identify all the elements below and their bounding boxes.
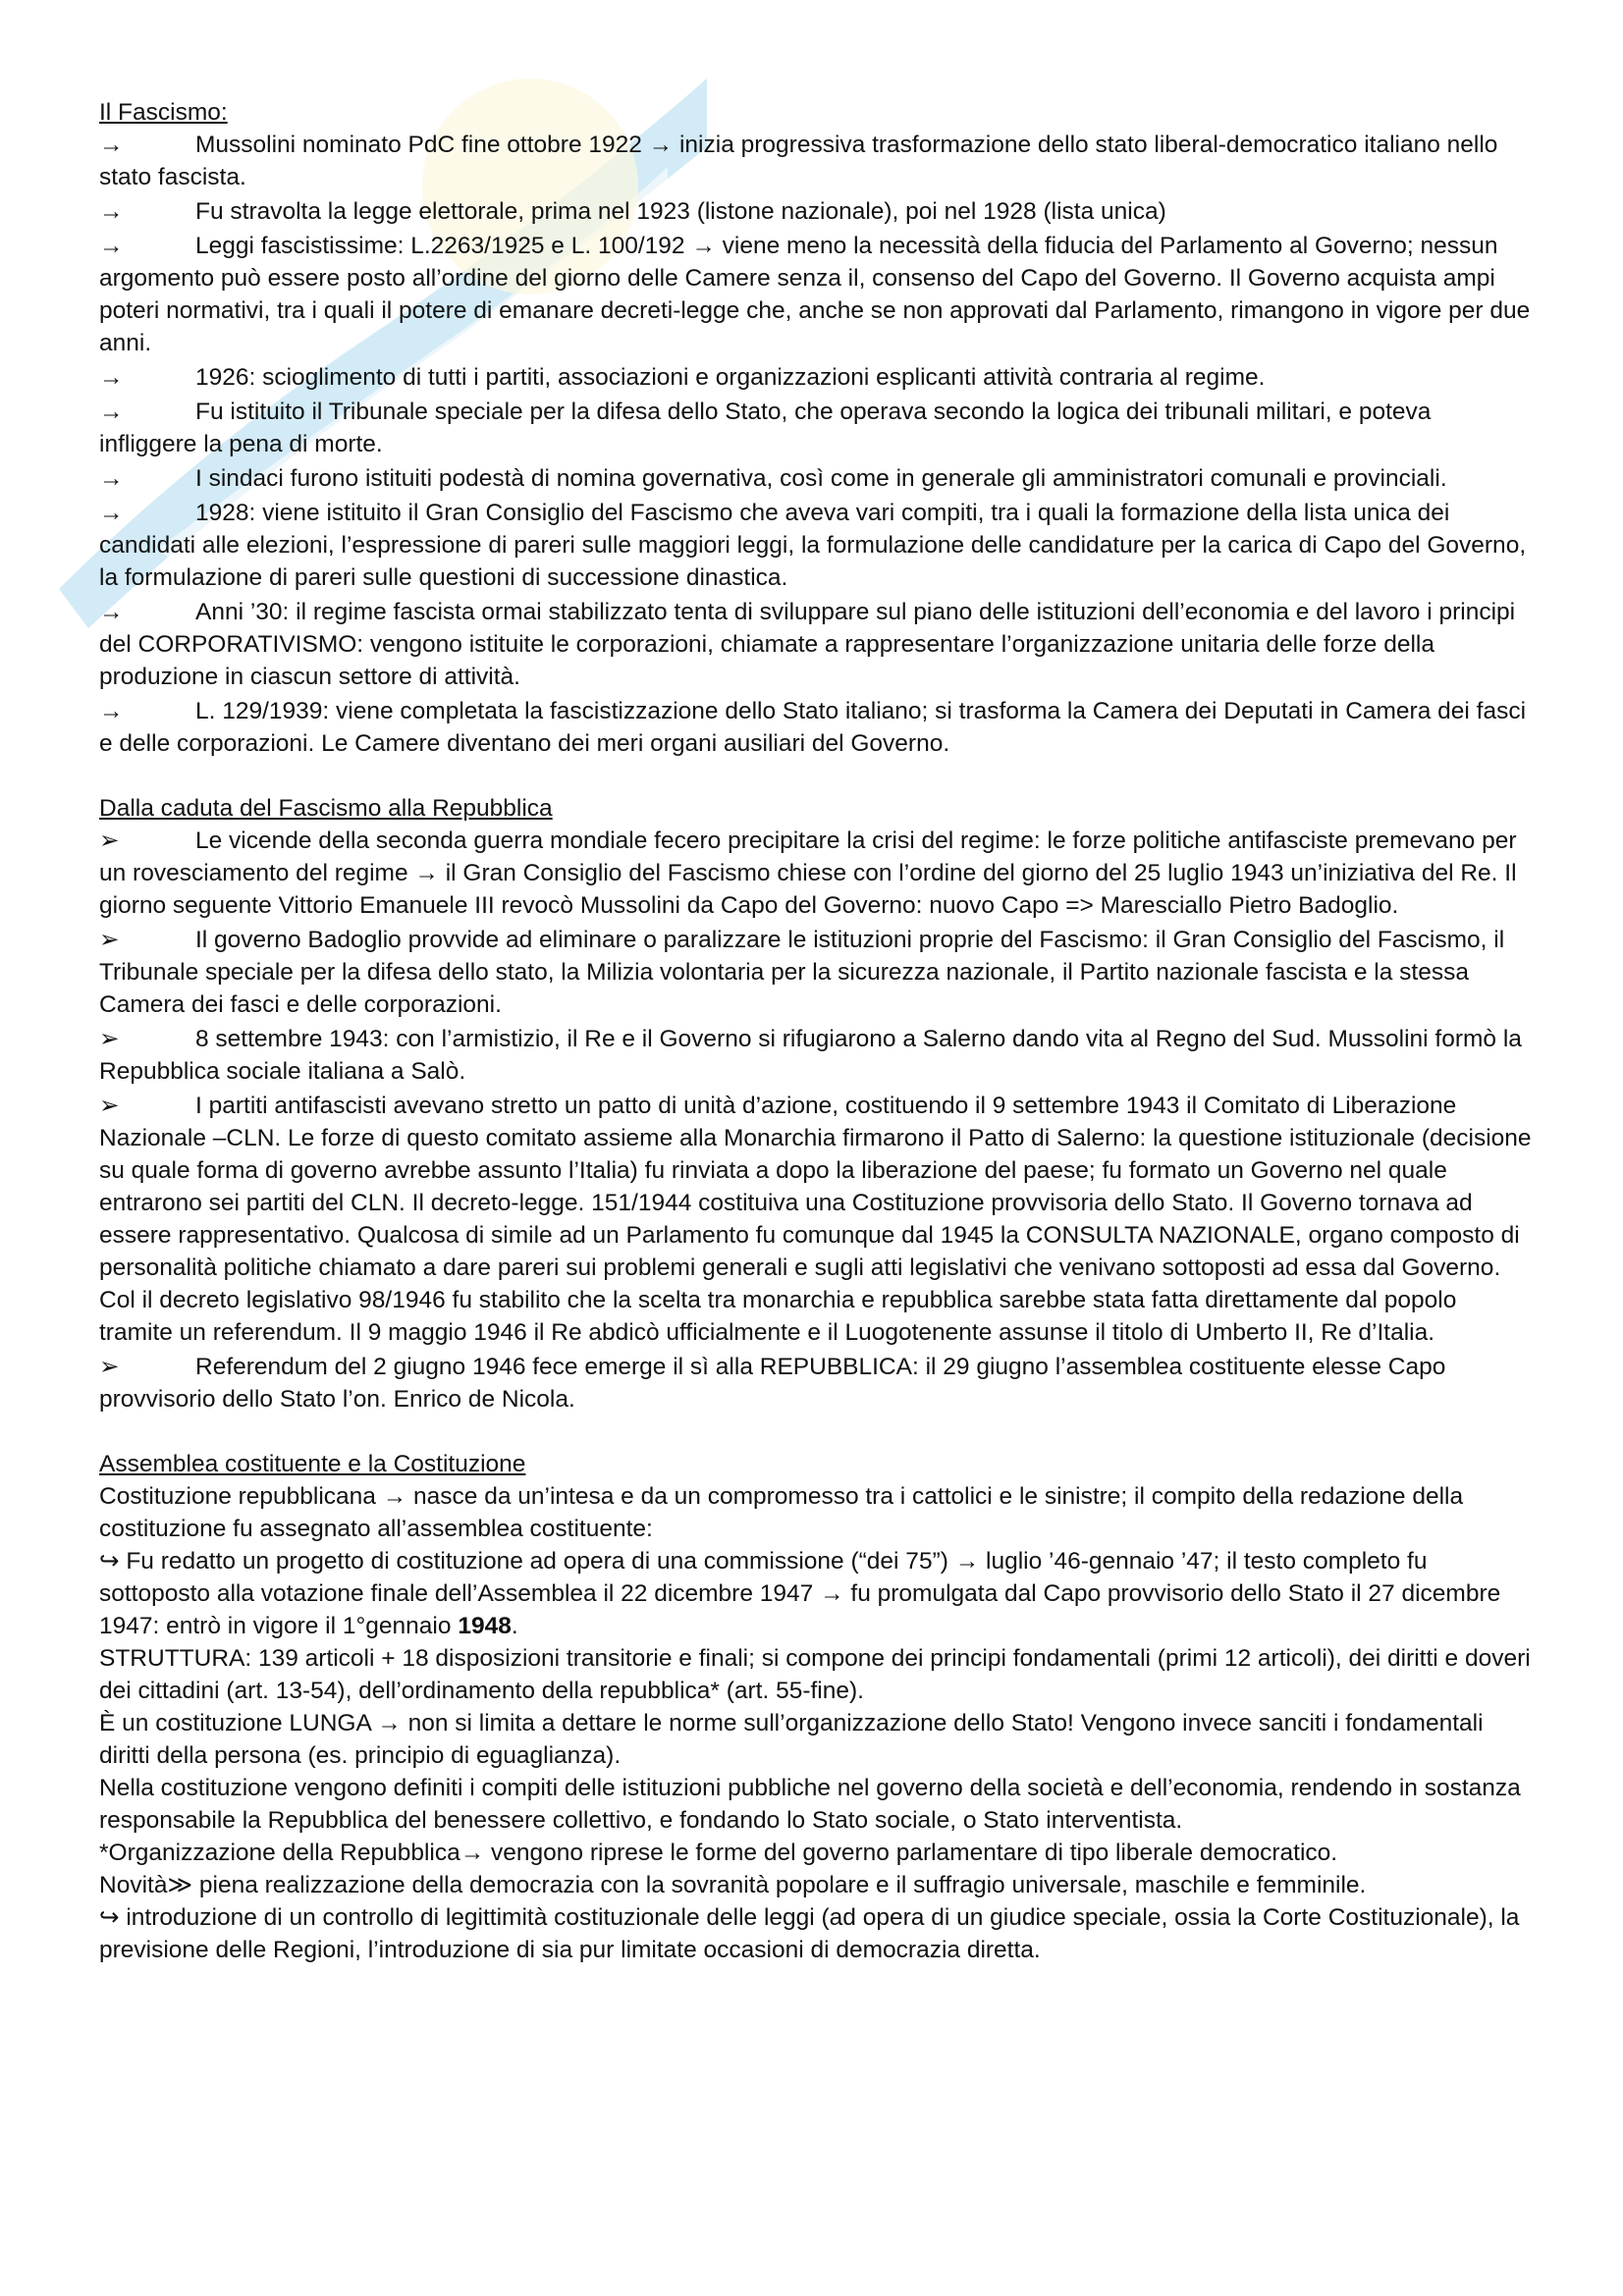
paragraph: Novità≫ piena realizzazione della democrazia con la sovranità popolare e il suffragio universale, maschile e femminile. xyxy=(99,1872,1367,1898)
list-item xyxy=(99,596,1533,693)
arrow-bullet-icon: → xyxy=(99,465,124,492)
paragraph: *Organizzazione della Repubblica→ vengono riprese le forme del governo parlamentare di tipo liberale democratico. xyxy=(99,1840,1338,1866)
list-item-text: Fu stravolta la legge elettorale, prima nel 1923 (listone nazionale), poi nel 1928 (lista unica) xyxy=(195,198,1166,225)
list-item-text: L. 129/1939: viene completata la fascistizzazione dello Stato italiano; si trasforma la Camera dei Deputati in Camera dei fasci e delle corporazioni. Le Camere diventano dei meri organi ausiliari del Governo. xyxy=(99,698,1527,757)
list-item xyxy=(99,695,1533,760)
list-item xyxy=(99,1023,1533,1088)
list-item-text: Mussolini nominato PdC fine ottobre 1922 → inizia progressiva trasformazione dello stato liberal-democratico italiano nello stato fascista. xyxy=(99,132,1498,190)
bold-year: 1948 xyxy=(458,1613,512,1639)
list-item xyxy=(99,361,1533,394)
arrow-bullet-icon: → xyxy=(99,132,124,158)
section-heading: Dalla caduta del Fascismo alla Repubblica xyxy=(99,795,553,822)
list-item-text: 1928: viene istituito il Gran Consiglio del Fascismo che aveva vari compiti, tra i quali la formazione della lista unica dei candidati alle elezioni, l’espressione di pareri sulle maggiori leggi, la formulazione delle candidature per la carica di Capo del Governo, la formulazione di pareri sulle questioni di successione dinastica. xyxy=(99,500,1527,591)
section-heading: Il Fascismo: xyxy=(99,99,228,126)
document-page xyxy=(99,96,1533,1966)
list-item-text: 1926: scioglimento di tutti i partiti, associazioni e organizzazioni esplicanti attività contraria al regime. xyxy=(195,364,1266,391)
list-item xyxy=(99,924,1533,1021)
list-item-text: I sindaci furono istituiti podestà di nomina governativa, così come in generale gli amministratori comunali e provinciali. xyxy=(195,465,1447,492)
arrowhead-bullet-icon: ➢ xyxy=(99,927,120,953)
arrowhead-bullet-icon: ➢ xyxy=(99,828,120,854)
arrowhead-bullet-icon: ➢ xyxy=(99,1093,120,1119)
list-item-text: Referendum del 2 giugno 1946 fece emerge il sì alla REPUBBLICA: il 29 giugno l’assemblea costituente elesse Capo provvisorio dello Stato l’on. Enrico de Nicola. xyxy=(99,1354,1446,1413)
list-item xyxy=(99,230,1533,359)
section-assemblea-costituente xyxy=(99,1448,1533,1966)
arrow-bullet-icon: → xyxy=(99,198,124,225)
section-heading: Assemblea costituente e la Costituzione xyxy=(99,1451,526,1477)
arrow-bullet-icon: → xyxy=(99,399,124,425)
list-item-text: 8 settembre 1943: con l’armistizio, il Re e il Governo si rifugiarono a Salerno dando vita al Regno del Sud. Mussolini formò la Repubblica sociale italiana a Salò. xyxy=(99,1026,1522,1085)
arrow-bullet-icon: → xyxy=(99,599,124,625)
list-item xyxy=(99,825,1533,922)
paragraph: Costituzione repubblicana → nasce da un’intesa e da un compromesso tra i cattolici e le sinistre; il compito della redazione della costituzione fu assegnato all’assemblea costituente: xyxy=(99,1483,1464,1542)
list-item xyxy=(99,1090,1533,1349)
arrow-bullet-icon: → xyxy=(99,364,124,391)
list-item xyxy=(99,462,1533,495)
arrow-bullet-icon: → xyxy=(99,233,124,259)
arrowhead-bullet-icon: ➢ xyxy=(99,1026,120,1052)
list-item xyxy=(99,195,1533,228)
paragraph: Nella costituzione vengono definiti i compiti delle istituzioni pubbliche nel governo della società e dell’economia, rendendo in sostanza responsabile la Repubblica del benessere collettivo, e fondando lo Stato sociale, o Stato interventista. xyxy=(99,1775,1521,1834)
paragraph-text: ↪ Fu redatto un progetto di costituzione ad opera di una commissione (“dei 75”) → luglio ’46-gennaio ’47; il testo completo fu sottoposto alla votazione finale dell’Assemblea il 22 dicembre 1947 → fu promulgata dal Capo provvisorio dello Stato il 27 dicembre 1947: entrò in vigore il 1°gennaio xyxy=(99,1548,1501,1639)
paragraph: È un costituzione LUNGA → non si limita a dettare le norme sull’organizzazione dello Stato! Vengono invece sanciti i fondamentali diritti della persona (es. principio di eguaglianza). xyxy=(99,1710,1484,1769)
list-item-text: I partiti antifascisti avevano stretto un patto di unità d’azione, costituendo il 9 settembre 1943 il Comitato di Liberazione Nazionale –CLN. Le forze di questo comitato assieme alla Monarchia firmarono il Patto di Salerno: la questione istituzionale (decisione su quale forma di governo avrebbe assunto l’Italia) fu rinviata a dopo la liberazione del paese; fu formato un Governo nel quale entrarono sei partiti del CLN. Il decreto-legge. 151/1944 costituiva una Costituzione provvisoria dello Stato. Il Governo tornava ad essere rappresentativo. Qualcosa di simile ad un Parlamento fu comunque dal 1945 la CONSULTA NAZIONALE, organo composto di personalità politiche chiamato a dare pareri sui problemi generali e sugli atti legislativi che venivano sottoposti ad essa dal Governo. Col il decreto legislativo 98/1946 fu stabilito che la scelta tra monarchia e repubblica sarebbe stata fatta direttamente dal popolo tramite un referendum. Il 9 maggio 1946 il Re abdicò ufficialmente e il Luogotenente assunse il titolo di Umberto II, Re d’Italia. xyxy=(99,1093,1532,1346)
list-item-text: Fu istituito il Tribunale speciale per la difesa dello Stato, che operava secondo la logica dei tribunali militari, e poteva infliggere la pena di morte. xyxy=(99,399,1432,457)
paragraph: STRUTTURA: 139 articoli + 18 disposizioni transitorie e finali; si compone dei principi fondamentali (primi 12 articoli), dei diritti e doveri dei cittadini (art. 13-54), dell’ordinamento della repubblica* (art. 55-fine). xyxy=(99,1645,1531,1704)
list-item-text: Il governo Badoglio provvide ad eliminare o paralizzare le istituzioni proprie del Fascismo: il Gran Consiglio del Fascismo, il Tribunale speciale per la difesa dello stato, la Milizia volontaria per la sicurezza nazionale, il Partito nazionale fascista e la stessa Camera dei fasci e delle corporazioni. xyxy=(99,927,1505,1018)
list-item xyxy=(99,396,1533,460)
section-caduta-fascismo xyxy=(99,792,1533,1415)
arrow-bullet-icon: → xyxy=(99,698,124,724)
list-item-text: Leggi fascistissime: L.2263/1925 e L. 100/192 → viene meno la necessità della fiducia del Parlamento al Governo; nessun argomento può essere posto all’ordine del giorno delle Camere senza il, consenso del Capo del Governo. Il Governo acquista ampi poteri normativi, tra i quali il potere di emanare decreti-legge che, anche se non approvati dal Parlamento, rimangono in vigore per due anni. xyxy=(99,233,1531,356)
list-item xyxy=(99,497,1533,594)
arrow-bullet-icon: → xyxy=(99,500,124,526)
list-item-text: Le vicende della seconda guerra mondiale fecero precipitare la crisi del regime: le forze politiche antifasciste premevano per un rovesciamento del regime → il Gran Consiglio del Fascismo chiese con l’ordine del giorno del 25 luglio 1943 un’iniziativa del Re. Il giorno seguente Vittorio Emanuele III revocò Mussolini da Capo del Governo: nuovo Capo => Maresciallo Pietro Badoglio. xyxy=(99,828,1517,919)
list-item xyxy=(99,129,1533,193)
list-item-text: Anni ’30: il regime fascista ormai stabilizzato tenta di sviluppare sul piano delle istituzioni dell’economia e del lavoro i principi del CORPORATIVISMO: vengono istituite le corporazioni, chiamate a rappresentare l’organizzazione unitaria delle forze della produzione in ciascun settore di attività. xyxy=(99,599,1516,690)
paragraph xyxy=(99,1545,1533,1642)
list-item xyxy=(99,1351,1533,1415)
paragraph-end: . xyxy=(511,1613,518,1639)
section-fascismo xyxy=(99,96,1533,760)
arrowhead-bullet-icon: ➢ xyxy=(99,1354,120,1380)
paragraph: ↪ introduzione di un controllo di legittimità costituzionale delle leggi (ad opera di un giudice speciale, ossia la Corte Costituzionale), la previsione delle Regioni, l’introduzione di sia pur limitate occasioni di democrazia diretta. xyxy=(99,1904,1520,1963)
